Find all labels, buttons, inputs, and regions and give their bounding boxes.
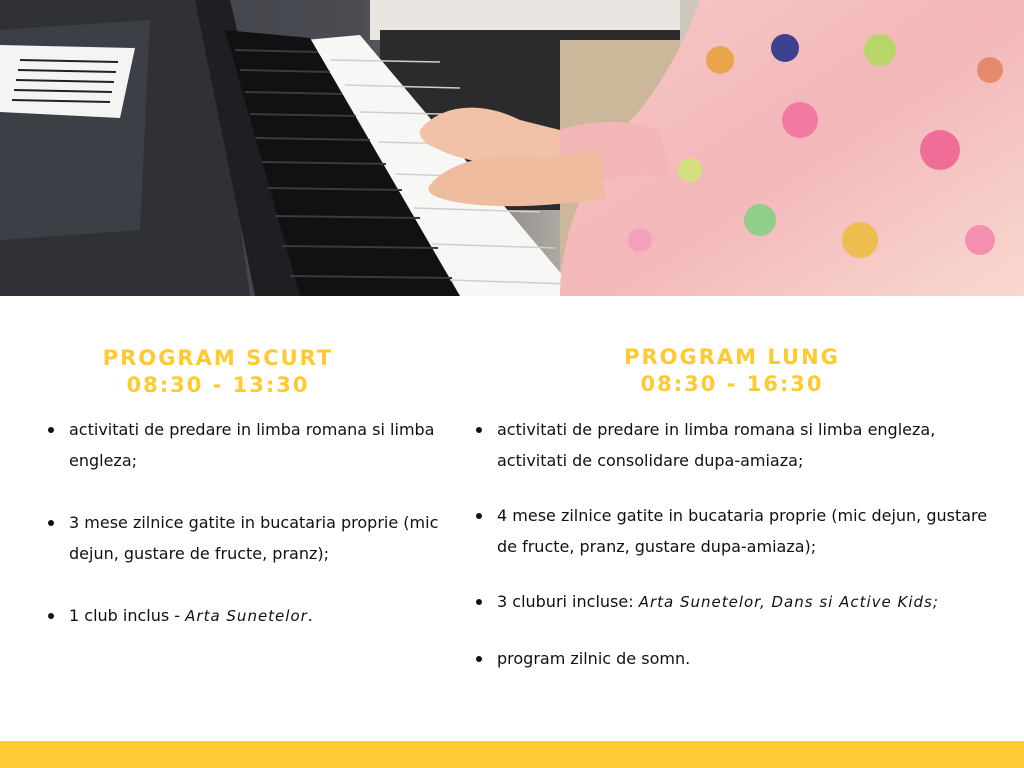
list-item-text: program zilnic de somn. bbox=[497, 649, 691, 668]
program-long-list bbox=[476, 414, 1006, 674]
list-item-text: activitati de predare in limba romana si limba engleza; bbox=[69, 420, 435, 470]
list-item bbox=[476, 586, 1006, 618]
program-long-name: PROGRAM LUNG bbox=[624, 345, 840, 369]
list-item-prefix: 1 club inclus - bbox=[69, 606, 186, 625]
club-names: Arta Sunetelor bbox=[185, 607, 308, 625]
list-item bbox=[48, 600, 448, 632]
list-item-text: 4 mese zilnice gatite in bucataria proprie (mic dejun, gustare de fructe, pranz, gustare dupa-amiaza); bbox=[497, 506, 988, 556]
list-item bbox=[48, 414, 448, 476]
program-short-title bbox=[60, 345, 376, 399]
footer-bar bbox=[0, 741, 1024, 768]
piano-photo-illustration bbox=[0, 0, 1024, 296]
list-item-suffix: . bbox=[307, 606, 313, 625]
program-short-hours: 08:30 - 13:30 bbox=[126, 373, 310, 397]
list-item bbox=[476, 500, 1006, 562]
club-names: Arta Sunetelor, Dans si Active Kids; bbox=[638, 593, 939, 611]
hero-photo bbox=[0, 0, 1024, 296]
list-item bbox=[476, 414, 1006, 476]
program-long-hours: 08:30 - 16:30 bbox=[640, 372, 824, 396]
list-item bbox=[48, 507, 448, 569]
program-short-list bbox=[48, 414, 448, 632]
program-short-name: PROGRAM SCURT bbox=[102, 346, 334, 370]
list-item-prefix: 3 cluburi incluse: bbox=[497, 592, 639, 611]
list-item-text: 3 mese zilnice gatite in bucataria proprie (mic dejun, gustare de fructe, pranz); bbox=[69, 513, 439, 563]
program-long-title bbox=[574, 344, 890, 398]
list-item-text: activitati de predare in limba romana si limba engleza, activitati de consolidare dupa-amiaza; bbox=[497, 420, 936, 470]
list-item bbox=[476, 643, 1006, 674]
